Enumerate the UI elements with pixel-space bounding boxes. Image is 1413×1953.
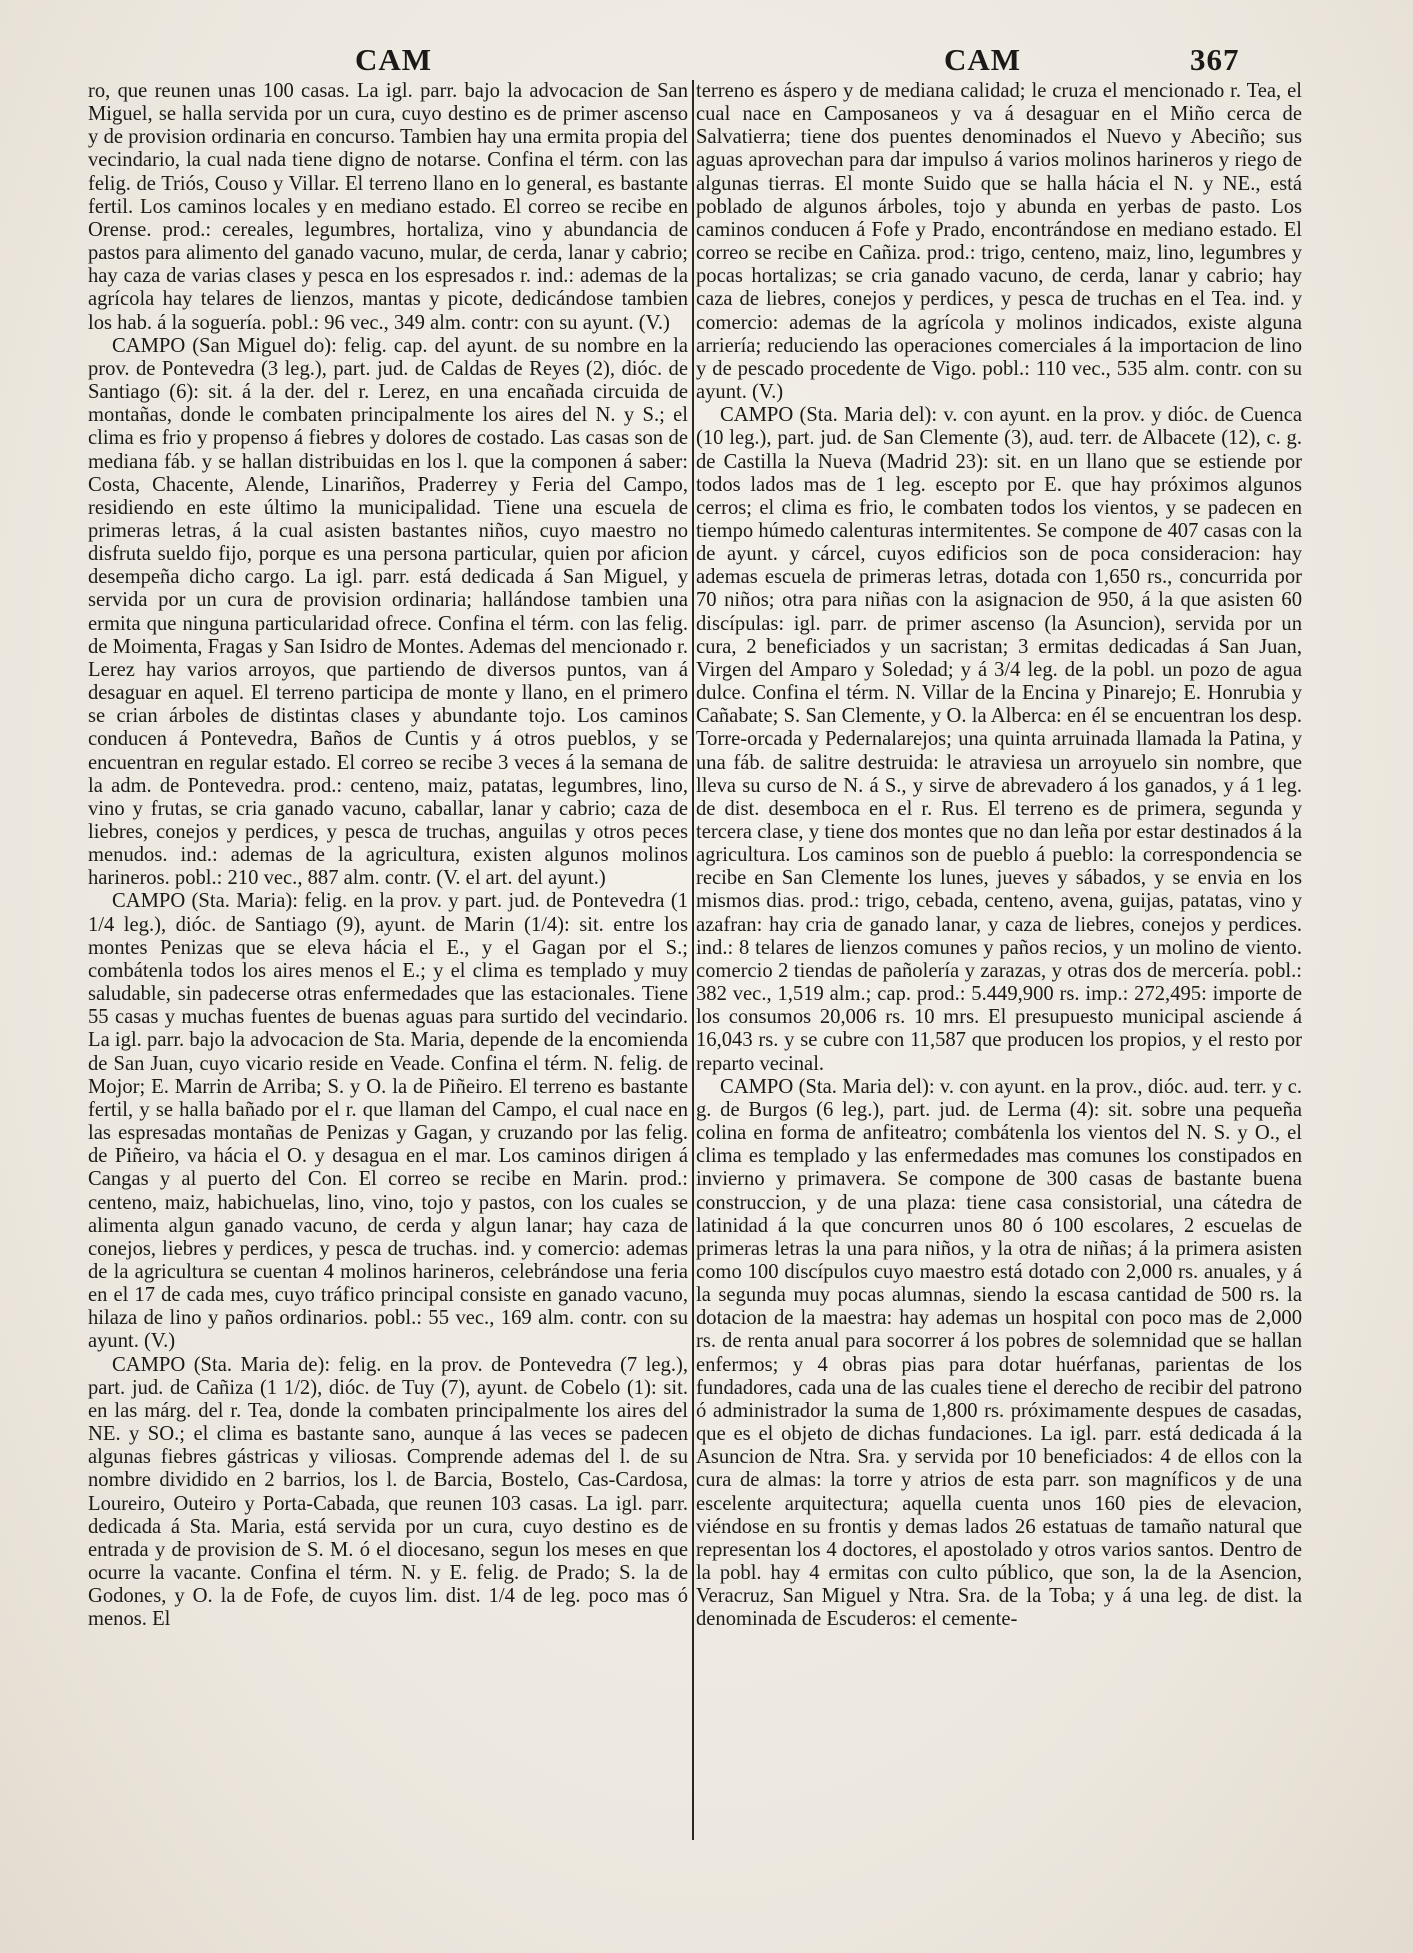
entry-campo-sta-maria-marin: CAMPO (Sta. Maria): felig. en la prov. y part. jud. de Pontevedra (1 1/4 leg.), dióc. de Santiago (9), ayunt. de Marin (1/4): sit. entre los montes Penizas que se eleva hácia el E., y el Gagan por el S.; combátenla todos los aires menos el E.; y el clima es templado y muy saludable, sin padecerse otras enfermedades que las estacionales. Tiene 55 casas y muchas fuentes de buenas aguas para surtido del vecindario. La igl. parr. bajo la advocacion de Sta. Maria, depende de la encomienda de San Juan, cuyo vicario reside en Veade. Confina el térm. N. felig. de Mojor; E. Marrin de Arriba; S. y O. la de Piñeiro. El terreno es bastante fertil, y se halla bañado por el r. que llaman del Campo, el cual nace en las espresadas montañas de Penizas y Gagan, y cruzando por las felig. de Piñeiro, va hácia el O. y desagua en el mar. Los caminos dirigen á Cangas y al puerto del Con. El correo se recibe en Marin. prod.: centeno, maiz, habichuelas, lino, vino, tojo y pastos, con los cuales se alimenta algun ganado vacuno, de cerda y algun lanar; hay caza de conejos, liebres y perdices, y pesca de truchas. ind. y comercio: ademas de la agricultura se cuentan 4 molinos harineros, celebrándose una feria en el 17 de cada mes, cuyo tráfico principal consiste en ganado vacuno, hilaza de lino y paños ordinarios. pobl.: 55 vec., 169 alm. contr. con su ayunt. (V.) [88,890,688,1353]
entry-campo-sta-maria-de: CAMPO (Sta. Maria de): felig. en la prov. de Pontevedra (7 leg.), part. jud. de Cañiza (1 1/2), dióc. de Tuy (7), ayunt. de Cobelo (1): sit. en las márg. del r. Tea, donde la combaten principalmente los aires del NE. y SO.; el clima es bastante sano, aunque á las veces se padecen algunas fiebres gástricas y viliosas. Comprende ademas del l. de su nombre dividido en 2 barrios, los l. de Barcia, Bostelo, Cas-Cardosa, Loureiro, Outeiro y Porta-Cabada, que reunen 103 casas. La igl. parr. dedicada á Sta. Maria, está servida por un cura, cuyo destino es de entrada y de provision de S. M. ó el diocesano, segun los meses en que ocurre la vacante. Confina el térm. N. y E. felig. de Prado; S. la de Godones, y O. la de Fofe, de cuyos lim. dist. 1/4 de leg. poco mas ó menos. El [88,1353,688,1631]
right-column [696,80,1302,1935]
running-head [0,42,1413,82]
entry-campo-sta-maria-del-cuenca: CAMPO (Sta. Maria del): v. con ayunt. en la prov. y dióc. de Cuenca (10 leg.), part. jud. de San Clemente (3), aud. terr. de Albacete (12), c. g. de Castilla la Nueva (Madrid 23): sit. en un llano que se estiende por todos lados mas de 1 leg. escepto por E. que hay próximos algunos cerros; el clima es frio, le combaten todos los vientos, y se padecen en tiempo húmedo calenturas intermitentes. Se compone de 407 casas con la de ayunt. y cárcel, cuyos edificios son de poca consideracion: hay ademas escuela de primeras letras, dotada con 1,650 rs., concurrida por 70 niños; otra para niñas con la asignacion de 950, á la que asisten 60 discípulas: igl. parr. de primer ascenso (la Asuncion), servida por un cura, 2 beneficiados y un sacristan; 3 ermitas dedicadas á San Juan, Virgen del Amparo y Soledad; y á 3/4 leg. de la pobl. un pozo de agua dulce. Confina el térm. N. Villar de la Encina y Pinarejo; E. Honrubia y Cañabate; S. San Clemente, y O. la Alberca: en él se encuentran los desp. Torre-orcada y Pedernalarejos; una quinta arruinada llamada la Patina, y una fáb. de salitre destruida: le atraviesa un arroyuelo sin nombre, que lleva su curso de N. á S., y sirve de abrevadero á los ganados, y á 1 leg. de dist. desemboca en el r. Rus. El terreno es de primera, segunda y tercera clase, y tiene dos montes que no dan leña por estar destinados á la agricultura. Los caminos son de pueblo á pueblo: la correspondencia se recibe en San Clemente los lunes, jueves y sábados, y se envia en los mismos dias. prod.: trigo, cebada, centeno, avena, guijas, patatas, vino y azafran: hay cria de ganado lanar, y caza de liebres, conejos y perdices. ind.: 8 telares de lienzos comunes y paños recios, y un molino de viento. comercio 2 tiendas de pañolería y zarazas, y otras dos de mercería. pobl.: 382 vec., 1,519 alm.; cap. prod.: 5.449,900 rs. imp.: 272,495: importe de los consumos 20,006 rs. 10 mrs. El presupuesto municipal asciende á 16,043 rs. y se cubre con 11,587 que producen los propios, y el resto por reparto vecinal. [696,404,1302,1075]
entry-continuation: ro, que reunen unas 100 casas. La igl. parr. bajo la advocacion de San Miguel, se halla servida por un cura, cuyo destino es de primer ascenso y de provision ordinaria en concurso. Tambien hay una ermita propia del vecindario, la cual nada tiene digno de notarse. Confina el térm. con las felig. de Triós, Couso y Villar. El terreno llano en lo general, es bastante fertil. Los caminos locales y en mediano estado. El correo se recibe en Orense. prod.: cereales, legumbres, hortaliza, vino y abundancia de pastos para alimento del ganado vacuno, mular, de cerda, lanar y cabrio; hay caza de varias clases y pesca en los espresados r. ind.: ademas de la agrícola hay telares de lienzos, mantas y picote, dedicándose tambien los hab. á la soguería. pobl.: 96 vec., 349 alm. contr: con su ayunt. (V.) [88,80,688,334]
page-number: 367 [1190,42,1240,77]
header-left-term: CAM [355,42,433,77]
entry-continuation-right: terreno es áspero y de mediana calidad; le cruza el mencionado r. Tea, el cual nace en Camposaneos y va á desaguar en el Miño cerca de Salvatierra; tiene dos puentes denominados el Nuevo y Abeciño; sus aguas aprovechan para dar impulso á varios molinos harineros y riego de algunas tierras. El monte Suido que se halla hácia el N. y NE., está poblado de algunos árboles, tojo y abunda en yerbas de pasto. Los caminos conducen á Fofe y Prado, encontrándose en mediano estado. El correo se recibe en Cañiza. prod.: trigo, centeno, maiz, lino, legumbres y pocas hortalizas; se cria ganado vacuno, de cerda, lanar y cabrio; hay caza de liebres, conejos y perdices, y pesca de truchas en el Tea. ind. y comercio: ademas de la agrícola y molinos indicados, existe alguna arriería; reduciendo las operaciones comerciales á la importacion de lino y de pescado procedente de Vigo. pobl.: 110 vec., 535 alm. contr. con su ayunt. (V.) [696,80,1302,404]
entry-campo-san-miguel-do: CAMPO (San Miguel do): felig. cap. del ayunt. de su nombre en la prov. de Pontevedra (3 leg.), part. jud. de Caldas de Reyes (2), dióc. de Santiago (6): sit. á la der. del r. Lerez, en una encañada circuida de montañas, donde le combaten principalmente los aires del N. y S.; el clima es frio y propenso á fiebres y dolores de costado. Las casas son de mediana fáb. y se hallan distribuidas en los l. que la componen á saber: Costa, Chacente, Alende, Linariños, Praderrey y Feria del Campo, residiendo en este último la municipalidad. Tiene una escuela de primeras letras, á la cual asisten bastantes niños, cuyo maestro no disfruta sueldo fijo, porque es una persona particular, quien por aficion desempeña dicho cargo. La igl. parr. está dedicada á San Miguel, y servida por un cura de provision ordinaria; hallándose tambien una ermita que ninguna particularidad ofrece. Confina el térm. con las felig. de Moimenta, Fragas y San Isidro de Montes. Ademas del mencionado r. Lerez hay varios arroyos, que partiendo de diversos puntos, van á desaguar en aquel. El terreno participa de monte y llano, en el primero se crian árboles de distintas clases y abundante tojo. Los caminos conducen á Pontevedra, Baños de Cuntis y á otros pueblos, y se encuentran en regular estado. El correo se recibe 3 veces á la semana de la adm. de Pontevedra. prod.: centeno, maiz, patatas, legumbres, lino, vino y frutas, se cria ganado vacuno, caballar, lanar y cabrio; caza de liebres, conejos y perdices, y pesca de truchas, anguilas y otros peces menudos. ind.: ademas de la agricultura, existen algunos molinos harineros. pobl.: 210 vec., 887 alm. contr. (V. el art. del ayunt.) [88,334,688,890]
left-column [88,80,688,1935]
column-divider [692,80,694,1840]
header-right-term: CAM [944,42,1022,77]
entry-campo-sta-maria-del-burgos: CAMPO (Sta. Maria del): v. con ayunt. en la prov., dióc. aud. terr. y c. g. de Burgos (6 leg.), part. jud. de Lerma (4): sit. sobre una pequeña colina en forma de anfiteatro; combátenla los vientos del N. S. y O., el clima es templado y las enfermedades mas comunes los constipados en invierno y primavera. Se compone de 300 casas de bastante buena construccion, y de una plaza: tiene casa consistorial, una cátedra de latinidad á la que concurren unos 80 ó 100 escolares, 2 escuelas de primeras letras la una para niños, y la otra de niñas; á la primera asisten como 100 discípulos cuyo maestro está dotado con 2,000 rs. anuales, y á la segunda muy pocas alumnas, siendo la escasa cantidad de 500 rs. la dotacion de la maestra: hay ademas un hospital con poco mas de 2,000 rs. de renta anual para socorrer á los pobres de solemnidad que se hallan enfermos; y 4 obras pias para dotar huérfanas, parientas de los fundadores, cada una de las cuales tiene el derecho de recibir del patrono ó administrador la suma de 1,800 rs. próximamente despues de casadas, que es el objeto de dichas fundaciones. La igl. parr. está dedicada á la Asuncion de Ntra. Sra. y servida por 10 beneficiados: 4 de ellos con la cura de almas: la torre y atrios de esta parr. son magníficos y de una escelente arquitectura; aquella cuenta unos 160 pies de elevacion, viéndose en su frontis y demas lados 26 estatuas de tamaño natural que representan los 4 doctores, el apostolado y otros varios santos. Dentro de la pobl. hay 4 ermitas con culto público, que son, la de la Asencion, Veracruz, San Miguel y Ntra. Sra. de la Toba; y á una leg. de dist. la denominada de Escuderos: el cemente- [696,1075,1302,1631]
